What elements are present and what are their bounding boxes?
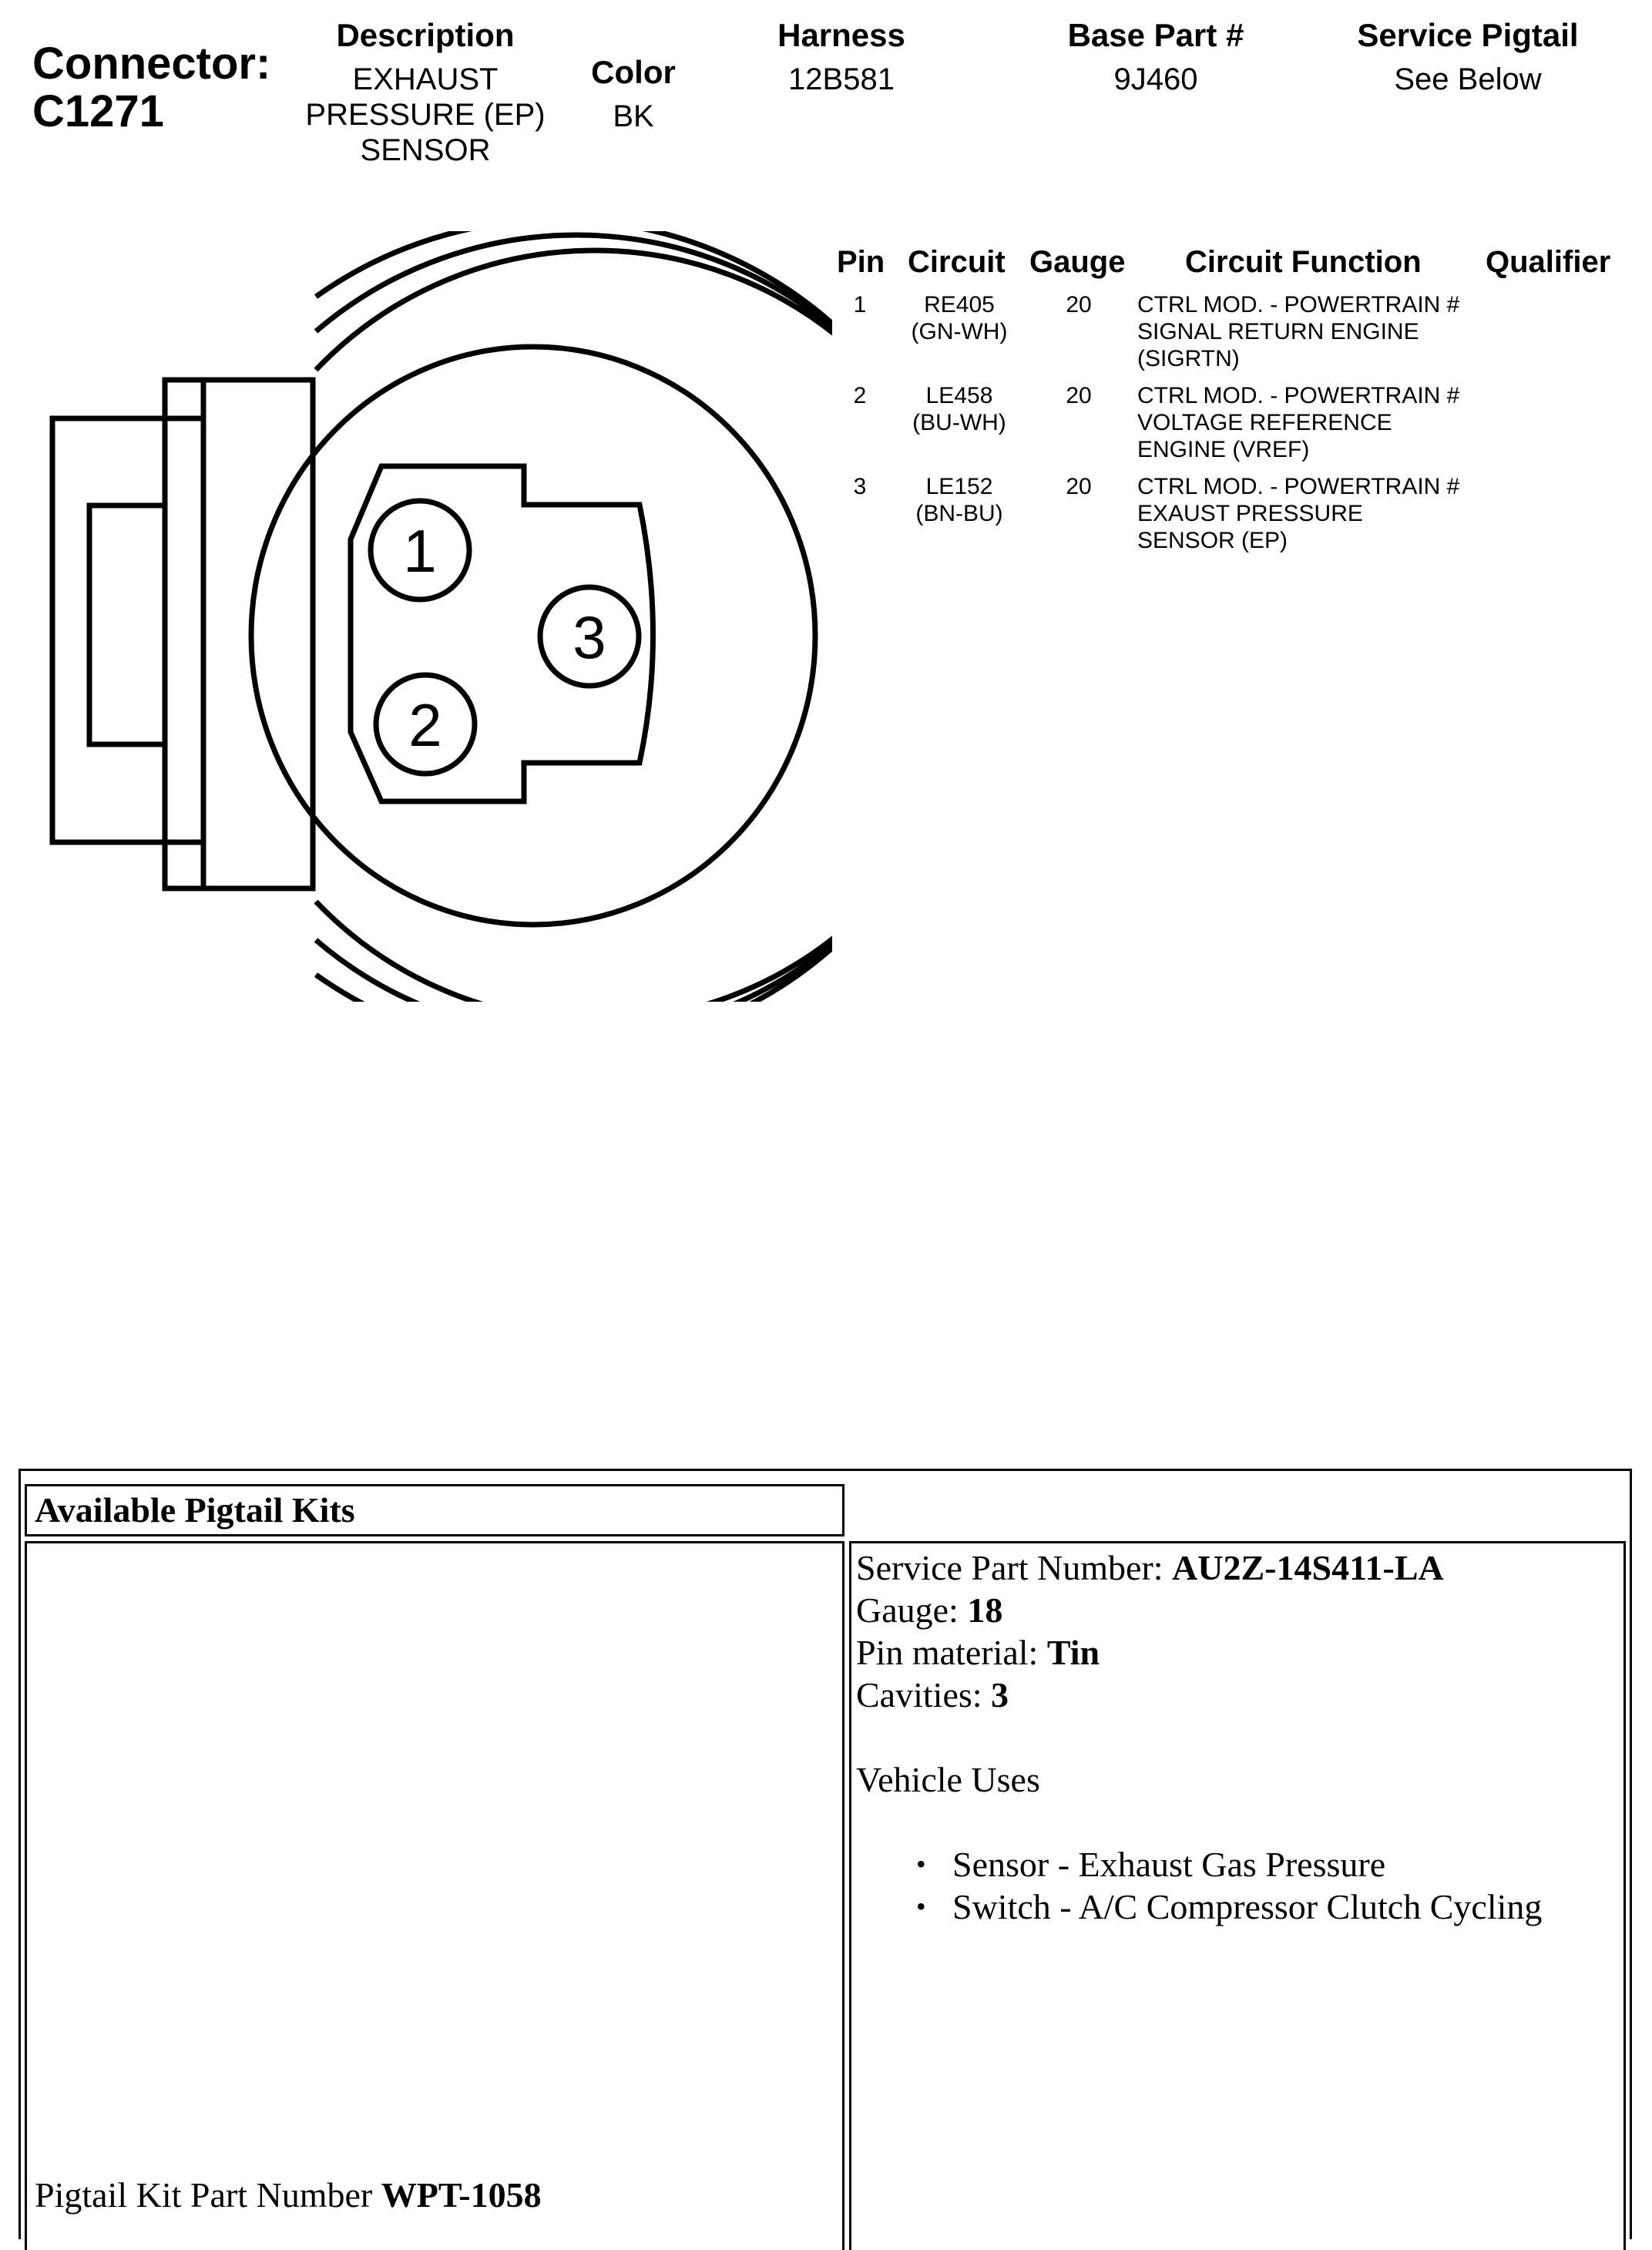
gauge-label: Gauge: [856,1590,968,1630]
pin-table-row-1-pin: 1 [853,292,867,317]
pin-table-row-2-pin: 2 [853,383,867,408]
connector-id: C1271 [32,86,164,136]
gauge-spec [856,1589,1542,1631]
kit-part-label: Pigtail Kit Part Number [35,2175,381,2215]
pin-table-row-2-function: CTRL MOD. - POWERTRAIN # VOLTAGE REFERENCE ENGINE (VREF) [1137,383,1460,462]
circuit-col-header: Circuit [908,245,1006,279]
qualifier-col-header: Qualifier [1486,245,1611,279]
vehicle-use-item: • Sensor - Exhaust Gas Pressure [856,1843,1542,1886]
base-part-value: 9J460 [1113,62,1198,96]
description-header: Description [336,17,515,53]
pin-table-row-1-function: CTRL MOD. - POWERTRAIN # SIGNAL RETURN ENGINE (SIGRTN) [1137,292,1460,371]
cavities-value: 3 [991,1675,1009,1714]
pigtail-kit-image-cell [25,1541,844,2250]
service-pigtail-header: Service Pigtail [1357,17,1579,53]
pin-table-row-3-function: CTRL MOD. - POWERTRAIN # EXAUST PRESSURE SENSOR (EP) [1137,474,1460,553]
cavities-spec [856,1674,1542,1716]
pin-table-row-1-circuit: RE405 (GN-WH) [911,292,1008,344]
connector-face [251,347,815,925]
pin-table-row-3-pin: 3 [853,474,867,499]
service-part-number [856,1546,1542,1589]
latch-step [165,380,203,888]
service-part-label: Service Part Number: [856,1548,1173,1587]
pin-1-label: 1 [403,517,437,585]
description-value: EXHAUST PRESSURE (EP) SENSOR [305,62,546,167]
pin-2-label: 2 [408,691,442,759]
cavities-label: Cavities: [856,1675,992,1714]
pin-3-label: 3 [572,603,606,671]
pin-material-spec [856,1631,1542,1674]
vehicle-uses-list [856,1843,1542,1928]
pigtail-title-cell [25,1484,844,1536]
connector-label: Connector: [32,39,271,89]
pigtail-spec-cell [849,1541,1626,2250]
pin-table-row-2-circuit: LE458 (BU-WH) [912,383,1006,435]
latch-window [89,505,165,744]
latch-body [52,418,203,842]
vehicle-use-item: • Switch - A/C Compressor Clutch Cycling [856,1886,1542,1928]
pin-table-row-1-gauge: 20 [1066,292,1092,317]
vehicle-uses-heading: Vehicle Uses [856,1760,1040,1799]
harness-value: 12B581 [788,62,895,96]
kit-part-value: WPT-1058 [381,2175,542,2215]
pin-table-row-3-circuit: LE152 (BN-BU) [915,474,1003,526]
service-pigtail-value: See Below [1394,62,1542,96]
connector-title [32,40,270,136]
latch-neck [203,380,313,888]
pigtail-kit-part-number [35,2174,542,2216]
pin-insert [351,466,653,801]
function-col-header: Circuit Function [1185,245,1422,279]
color-value: BK [613,99,654,133]
pin-table-row-3-gauge: 20 [1066,474,1092,499]
gauge-value: 18 [967,1590,1003,1630]
harness-header: Harness [777,17,905,53]
base-part-header: Base Part # [1067,17,1244,53]
gauge-col-header: Gauge [1029,245,1126,279]
color-header: Color [591,54,676,90]
pigtail-title: Available Pigtail Kits [35,1490,355,1530]
service-part-value: AU2Z-14S411-LA [1172,1548,1444,1587]
pin-material-label: Pin material: [856,1633,1047,1672]
pin-table-row-2-gauge: 20 [1066,383,1092,408]
pin-col-header: Pin [837,245,885,279]
pin-material-value: Tin [1046,1633,1100,1672]
connector-face-diagram [0,231,832,1002]
